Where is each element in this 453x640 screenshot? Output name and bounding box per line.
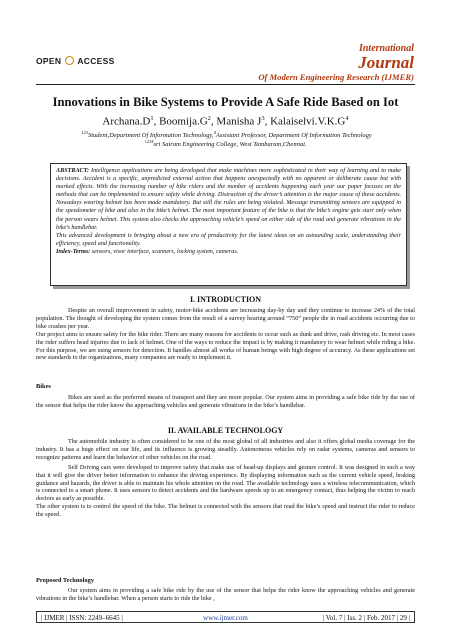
open-access-word-access: ACCESS bbox=[77, 56, 115, 66]
affil-text: Assistant Professor, Department Of Information Technology bbox=[215, 132, 372, 140]
section-heading-introduction: I. INTRODUCTION bbox=[189, 295, 262, 304]
abstract-label: ABSTRACT: bbox=[56, 168, 89, 174]
author-name: Kalaiselvi.V.K.G bbox=[270, 115, 346, 128]
available-tech-paragraph-1: The automobile industry is often considered to be one of the most global of all industries and also it offers global media coverage for the industry. It has a huge effect on our life, and its influence is growing steadily. Autonomous vehicles rely on radar systems, cameras and sensors to recognize patterns and learn the behavior of other vehicles on the road. bbox=[36, 438, 415, 461]
available-tech-body bbox=[36, 438, 415, 519]
abstract-text: Intelligence applications are being developed that make machines more sophisticated in their way of learning and to make decisions. Accident is a specific, unpredicted external action that happens unexpectedly with no apparent or deliberate cause but with marked effects. With the increasing number of bike riders and the number of accidents happening each year our paper focuses on the methods that can be implemented to ensure safety while driving. Distraction of the driver’s attention is the major cause of these accidents. Nowadays wearing helmet has been made mandatory. But still the rules are being violated. Message transmitting sensors are equipped in the speedometer of bike and also in the bike’s helmet. The most important feature of the bike is that the bike’s engine gets start only when the person wears helmet. This system also checks the approaching vehicle’s speed on either side of the road and generate vibrations in the bike’s handlebar. bbox=[56, 168, 401, 231]
author-name: Archana.D bbox=[102, 115, 151, 128]
proposed-tech-paragraph: Our system aims in providing a safe bike ride by the use of the sensor that helps the rider know the approaching vehicles and generate vibrations in the bike’s handlebar. When a person starts to ride the bike , bbox=[36, 587, 415, 602]
available-tech-paragraph-3: The other system is to control the speed of the bike. The helmet is connected with the sensors that read the bike’s speed and instruct the rider to reduce the speed. bbox=[36, 503, 415, 519]
footer-volume-page: | Vol. 7 | Iss. 2 | Feb. 2017 | 29 | bbox=[322, 614, 410, 622]
bikes-body bbox=[36, 394, 415, 410]
affil-sup: 4 bbox=[213, 130, 216, 135]
subheading-proposed-technology: Proposed Technology bbox=[36, 577, 94, 584]
footer-website-link[interactable]: www.ijmer.com bbox=[203, 614, 248, 622]
index-terms bbox=[56, 248, 401, 256]
affil-text: Student,Department Of Information Technology, bbox=[88, 132, 214, 140]
author-sup: 4 bbox=[345, 115, 349, 122]
paper-title: Innovations in Bike Systems to Provide A Safe Ride Based on Iot bbox=[52, 95, 399, 109]
page-footer bbox=[36, 611, 415, 623]
author-name: Manisha J bbox=[216, 115, 262, 128]
open-access-word-open: OPEN bbox=[36, 56, 62, 66]
affil-sup: 1234 bbox=[144, 139, 154, 144]
affiliation-line2 bbox=[36, 139, 415, 148]
author-sup: 1 bbox=[150, 115, 154, 122]
intro-paragraph-2: Our project aims to ensure safety for the bike rider. There are many reasons for accidents to occur such as dunk and drive, rash driving etc. In most cases the rider suffers head injuries due to lack of helmet. One of the ways to reduce the impact is by making it mandatory to wear helmet while riding a bike. For this purpose, we are using sensors for detection. It handles almost all works of human beings with high degree of accuracy. As these applications set new standards to the organizations, many companies are ready to implement it. bbox=[36, 330, 415, 362]
author-list: $Archana.D^1$, $Boomija.G^2$, Manisha $J^3$, $Kalaiselvi.V.K.G^4$ bbox=[102, 115, 349, 128]
open-access-logo bbox=[36, 56, 115, 66]
subheading-bikes: Bikes bbox=[36, 383, 51, 390]
author-name: Boomija.G bbox=[159, 115, 208, 128]
intro-body bbox=[36, 307, 415, 362]
index-terms-label: Index-Terms: bbox=[56, 248, 91, 255]
journal-name-line2: Journal bbox=[358, 53, 414, 72]
affil-sup: 123 bbox=[81, 130, 88, 135]
affiliation-line1 bbox=[30, 130, 423, 139]
journal-name-line1: International bbox=[358, 43, 414, 54]
bikes-paragraph: Bikes are used as the preferred means of transport and they are more popular. Our system aims in providing a safe bike ride by the use of the sensor that helps the rider know the approaching vehicles and generate vibrations in the bike’s handlebar. bbox=[36, 394, 415, 409]
journal-name-line3: Of Modern Engineering Research (IJMER) bbox=[258, 72, 414, 82]
available-tech-paragraph-2: Self Driving cars were developed to improve safety that make use of head-up displays and gesture control. It was designed in such a way that it will give the driver better information to enhance the driving experience. By displaying information such as the current vehicle speed, braking guidance and hazards, the driver is able to maintain his whole attention on the road. The available technology uses a wireless telecommunication, which is connected to a smart phone. It uses sensors to detect accidents and the hardware speeds up to an emergency contact, thus helping the victim to reach doctors as early as possible. bbox=[36, 463, 415, 503]
header-divider bbox=[36, 84, 415, 85]
intro-paragraph-1: Despite an overall improvement in safety, motor-bike accidents are increasing day-by day and they continue to increase 24% of the total population. The thought of developing the system comes from the result of a survey hearing around “750” people die in road accidents occurring due to bike crashes per year. bbox=[36, 307, 415, 330]
index-terms-text: sensors, visor interface, scanners, locking system, cameras. bbox=[91, 248, 239, 255]
abstract-paragraph-2: This advanced development is bringing about a new era of productivity for the latest ideas on an astounding scale, understanding their efficiency, speed and functionality. bbox=[56, 232, 401, 247]
open-lock-icon bbox=[65, 56, 74, 65]
section-heading-available-technology: II. AVAILABLE TECHNOLOGY bbox=[167, 426, 284, 435]
proposed-tech-body bbox=[36, 587, 415, 603]
abstract-box bbox=[50, 163, 407, 286]
abstract-paragraph-1 bbox=[56, 167, 401, 232]
footer-issn: | IJMER | ISSN: 2249–6645 | bbox=[41, 614, 123, 622]
author-sup: 2 bbox=[207, 115, 211, 122]
affil-text: sri Sairam Engineering College, West Tambaram,Chennai. bbox=[153, 141, 307, 149]
author-sup: 3 bbox=[261, 115, 265, 122]
